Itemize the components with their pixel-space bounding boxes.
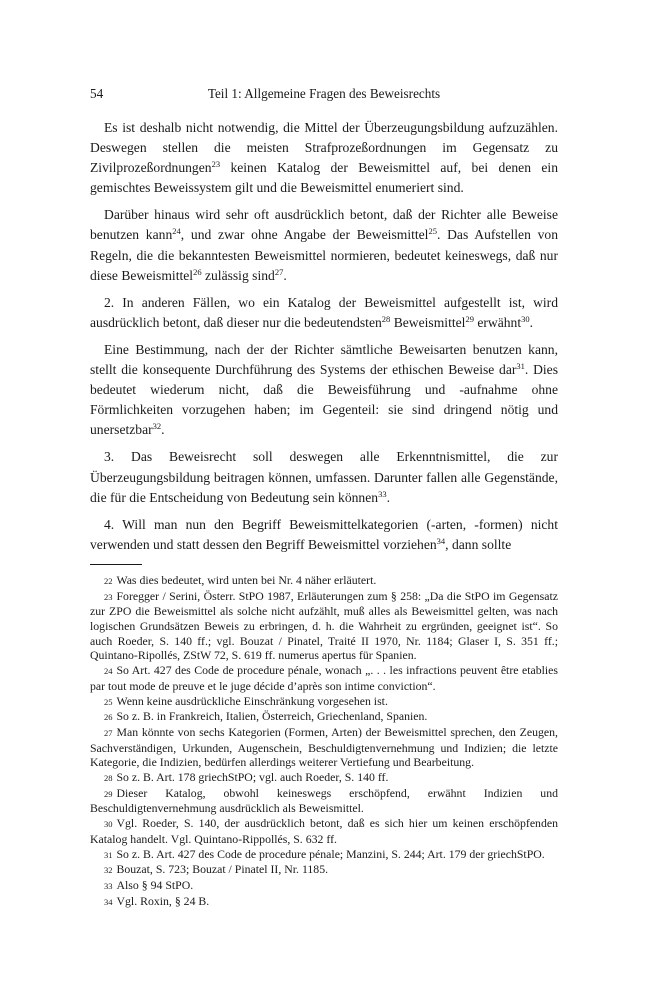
footnote-reference: 28 xyxy=(381,313,391,324)
footnote-number: 22 xyxy=(104,575,113,586)
paragraph-text: 2. In anderen Fällen, wo ein Katalog der Beweismittel aufgestellt ist, wird ausdrücklich betont, daß dieser nur die bedeutendsten xyxy=(90,294,558,330)
footnote-number: 30 xyxy=(104,819,113,830)
footnote-text: Wenn keine ausdrückliche Einschränkung vorgesehen ist. xyxy=(116,693,388,708)
paragraph-text: Es ist deshalb nicht notwendig, die Mittel der Überzeugungsbildung aufzuzählen. Deswegen stellen die meisten Strafprozeßordnungen im Gegensatz zu Zivilprozeßordnungen xyxy=(90,120,558,176)
paragraph-text: . xyxy=(386,489,390,505)
paragraph-text: , dann sollte xyxy=(445,536,512,552)
footnote-reference: 27 xyxy=(274,266,284,277)
footnote xyxy=(90,878,558,894)
page-header xyxy=(90,86,558,106)
footnote xyxy=(90,816,558,846)
footnote-text: Man könnte von sechs Kategorien (Formen, Arten) der Beweismittel sprechen, den Zeugen, Sachverständigen, Urkunden, Augenschein, Beschuldigtenvernehmung und Indizien; die letzte Kategorie, die Indizien, bedürfen allerdings weiterer Vertiefung und Bearbeitung. xyxy=(90,724,558,770)
footnote-number: 29 xyxy=(104,788,113,799)
paragraph-text: . xyxy=(529,314,534,330)
paragraph-text: 4. Will man nun den Begriff Beweismittelkategorien (-arten, -formen) nicht verwenden und statt dessen den Begriff Beweismittel vorziehen xyxy=(90,516,558,552)
footnote-number: 25 xyxy=(104,696,113,707)
footnote-reference: 33 xyxy=(378,488,387,499)
footnote-reference: 32 xyxy=(152,421,162,432)
paragraph-text: . xyxy=(161,422,165,438)
footnote xyxy=(90,847,558,863)
body-paragraph xyxy=(90,447,558,507)
footnote-number: 32 xyxy=(104,865,113,876)
footnote-number: 27 xyxy=(104,727,113,738)
book-page xyxy=(90,86,558,909)
footnote-reference: 29 xyxy=(465,313,474,324)
body-paragraph xyxy=(90,340,558,440)
footnote-number: 33 xyxy=(104,880,113,891)
paragraph-text: . Dies bedeutet wiederum nicht, daß die Beweisführung und -aufnahme ohne Förmlichkeiten vorzugehen haben; im Gegenteil: sie sind dringend nötig und unersetzbar xyxy=(90,362,559,438)
footnote-text: Vgl. Roeder, S. 140, der ausdrücklich betont, daß es sich hier um keinen erschöpfenden Katalog handelt. Vgl. Quintano-Rippollés, S. 632 ff. xyxy=(90,816,558,846)
footnote-text: Also § 94 StPO. xyxy=(116,877,194,892)
footnote-text: So z. B. Art. 427 des Code de procedure pénale; Manzini, S. 244; Art. 179 der griechStPO. xyxy=(116,846,545,861)
footnote xyxy=(90,694,558,710)
footnote xyxy=(90,894,558,910)
paragraph-text: Beweismittel xyxy=(390,314,466,330)
body-paragraph xyxy=(90,205,558,285)
footnote xyxy=(90,862,558,878)
paragraph-text: . Das Aufstellen von Regeln, die die bekanntesten Beweismittel normieren, bedeutet keineswegs, daß nur diese Beweismittel xyxy=(90,227,559,283)
body-paragraph xyxy=(90,118,558,198)
paragraph-text: . xyxy=(283,267,287,283)
paragraph-text: erwähnt xyxy=(473,314,522,330)
footnote-number: 31 xyxy=(104,849,113,860)
footnote xyxy=(90,725,558,770)
footnote-reference: 25 xyxy=(428,226,437,237)
paragraph-text: zulässig sind xyxy=(201,267,275,283)
footnote-number: 26 xyxy=(104,712,113,723)
paragraph-text: , und zwar ohne Angabe der Beweismittel xyxy=(180,227,429,243)
footnote-text: Bouzat, S. 723; Bouzat / Pinatel II, Nr. 1185. xyxy=(116,862,329,877)
footnote-reference: 30 xyxy=(521,313,530,324)
page-number: 54 xyxy=(90,86,104,101)
main-text xyxy=(90,118,558,555)
footnote-number: 24 xyxy=(104,666,113,677)
running-title: Teil 1: Allgemeine Fragen des Beweisrechts xyxy=(207,86,441,101)
footnotes xyxy=(90,573,558,909)
footnote-reference: 23 xyxy=(211,159,221,170)
body-paragraph xyxy=(90,293,558,333)
footnote xyxy=(90,786,558,816)
footnote-reference: 24 xyxy=(172,226,181,237)
body-paragraph xyxy=(90,515,558,555)
footnote-separator xyxy=(90,564,142,565)
footnote-text: Was dies bedeutet, wird unten bei Nr. 4 näher erläutert. xyxy=(116,572,377,587)
footnote-number: 28 xyxy=(104,773,113,784)
paragraph-text: Eine Bestimmung, nach der der Richter sämtliche Beweisarten benutzen kann, stellt die konsequente Durchführung des Systems der ethischen Beweise dar xyxy=(90,341,558,378)
footnote-reference: 31 xyxy=(516,361,525,372)
footnote-number: 23 xyxy=(104,591,113,602)
paragraph-text: 3. Das Beweisrecht soll deswegen alle Erkenntnismittel, die zur Überzeugungsbildung beitragen können, umfassen. Darunter fallen alle Gegenstände, die für die Entscheidung von Bedeutung sein können xyxy=(90,449,558,505)
footnote-text: So Art. 427 des Code de procedure pénale, wonach „. . . les infractions peuvent être etablies par tout mode de preuve et le juge décide d’après son intime conviction“. xyxy=(90,663,558,693)
paragraph-text: keinen Katalog der Beweismittel auf, bei denen ein gemischtes Beweissystem gilt und die Beweismittel enumeriert sind. xyxy=(90,160,558,196)
footnote-text: So z. B. in Frankreich, Italien, Österreich, Griechenland, Spanien. xyxy=(116,709,428,724)
footnote-reference: 34 xyxy=(436,535,446,546)
footnote xyxy=(90,663,558,693)
footnote xyxy=(90,589,558,664)
footnote xyxy=(90,709,558,725)
footnote-text: Vgl. Roxin, § 24 B. xyxy=(116,893,210,908)
footnote-text: Dieser Katalog, obwohl keineswegs erschöpfend, erwähnt Indizien und Beschuldigtenvernehmung ausdrücklich als Beweismittel. xyxy=(90,785,558,816)
footnote xyxy=(90,573,558,589)
footnote xyxy=(90,770,558,786)
footnote-reference: 26 xyxy=(193,266,202,277)
footnote-text: So z. B. Art. 178 griechStPO; vgl. auch Roeder, S. 140 ff. xyxy=(116,770,389,785)
footnote-text: Foregger / Serini, Österr. StPO 1987, Erläuterungen zum § 258: „Da die StPO im Gegensatz zur ZPO die Beweismittel als solche nicht aufzählt, muß alles als Beweismittel gelten, was nach logischen Grundsätzen Beweis zu erbringen, d. h. die Wahrheit zu ergründen, geeignet ist“. So auch Roeder, S. 140 ff.; vgl. Bouzat / Pinatel, Traité II 1970, Nr. 1184; Glaser I, S. 351 ff.; Quintano-Ripollés, ZStW 72, S. 619 ff. numerus apertus für Spanien. xyxy=(90,588,558,663)
footnote-number: 34 xyxy=(104,896,113,907)
paragraph-text: Darüber hinaus wird sehr oft ausdrücklich betont, daß der Richter alle Beweise benutzen kann xyxy=(90,207,558,243)
